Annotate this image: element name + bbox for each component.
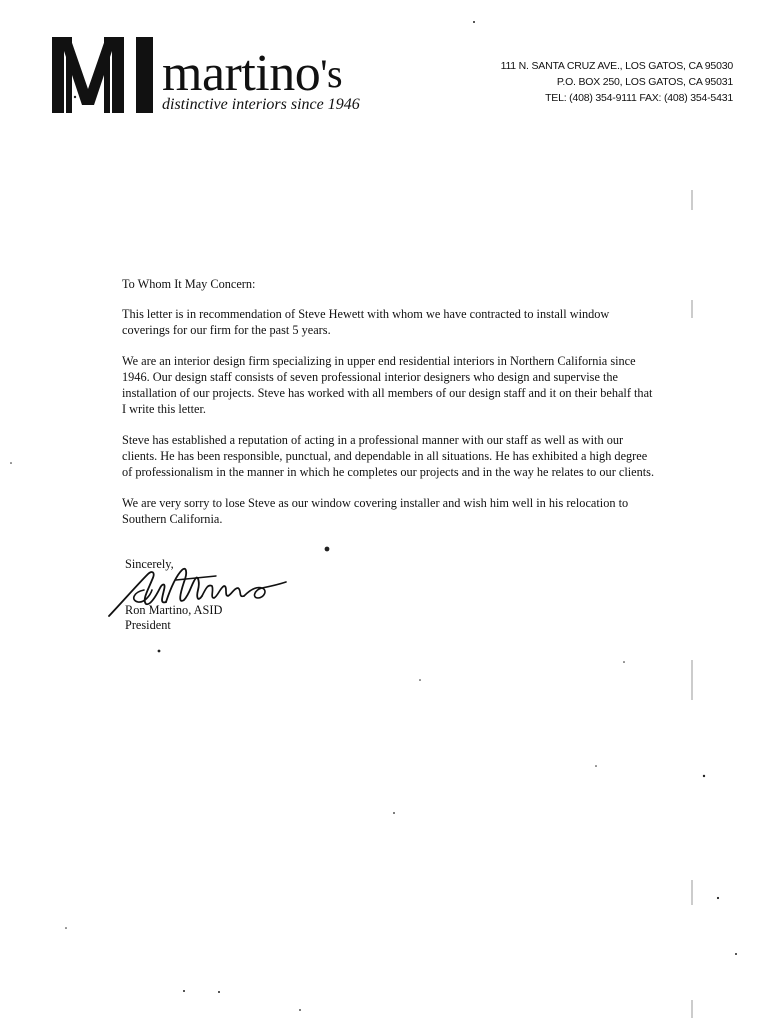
paragraph-firm-background: We are an interior design firm specializing in upper end residential interiors in Northern California since 1946. Our design staff consists of seven professional interior designers who design and supervise the installation of our projects. Steve has worked with all members of our design staff and it on their behalf that I write this letter.: [122, 354, 653, 416]
salutation: To Whom It May Concern:: [122, 277, 256, 291]
company-logo-mark: [52, 37, 153, 113]
paragraph-recommendation: This letter is in recommendation of Steve Hewett with whom we have contracted to install window coverings for our firm for the past 5 years.: [122, 307, 610, 337]
company-name-suffix: 's: [320, 51, 343, 96]
closing: Sincerely,: [125, 557, 174, 571]
paragraph-farewell: We are very sorry to lose Steve as our window covering installer and wish him well in his relocation to Southern California.: [122, 496, 629, 526]
company-address-block: [501, 58, 733, 106]
signer-title: President: [125, 618, 171, 632]
paragraph-reputation: Steve has established a reputation of acting in a professional manner with our staff as well as with our clients. He has been responsible, punctual, and dependable in all situations. He has exhibited a high degree of professionalism in the manner in which he completes our projects and in the way he relates to our clients.: [122, 433, 655, 479]
company-name: martino$^{'s}$: [162, 45, 343, 102]
address-line-street: 111 N. SANTA CRUZ AVE., LOS GATOS, CA 95030: [500, 60, 733, 72]
company-tagline: distinctive interiors since 1946: [162, 96, 360, 113]
signer-name: Ron Martino, ASID: [125, 603, 223, 617]
letter-body: [122, 276, 657, 542]
address-line-pobox: P.O. BOX 250, LOS GATOS, CA 95031: [556, 76, 733, 88]
phone-fax-line: TEL: (408) 354-9111 FAX: (408) 354-5431: [545, 92, 733, 104]
